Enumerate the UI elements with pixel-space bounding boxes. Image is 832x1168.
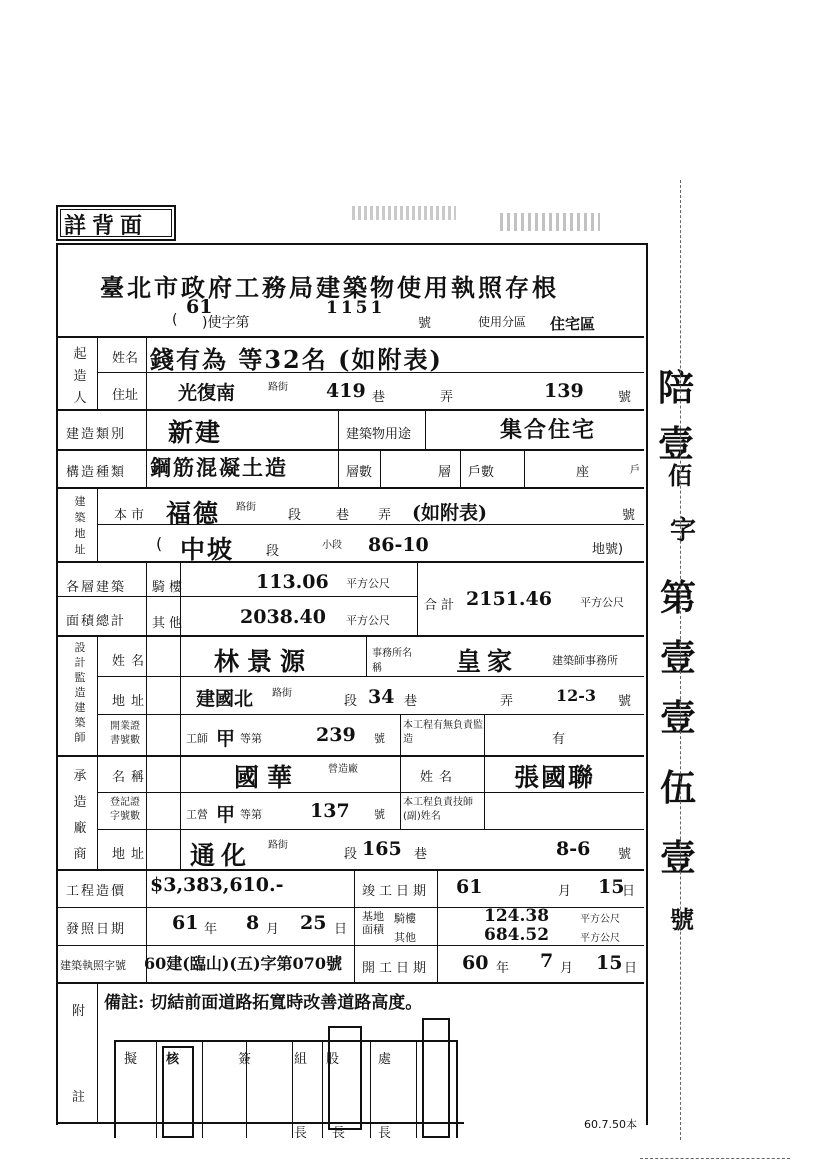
stamp-bottom-1: 長 — [294, 1126, 308, 1141]
applicant-addr-label: 住址 — [112, 388, 139, 403]
notes-label-bottom: 註 — [72, 1090, 86, 1105]
applicant-section-label: 起造人 — [73, 347, 87, 406]
page-edge-bottom — [640, 1158, 790, 1160]
rule — [97, 488, 98, 562]
area-total-value: 2151.46 — [466, 588, 552, 610]
issue-month-unit: 月 — [266, 922, 280, 937]
area-total-label: 合計 — [424, 598, 459, 613]
number-mid: )使字第 — [202, 315, 250, 331]
site-lot-unit: 地號) — [592, 542, 624, 557]
rule — [146, 410, 147, 488]
side-mark: 陪 — [658, 367, 695, 409]
designer-office-value: 皇家 — [456, 647, 519, 676]
start-month: 7 — [540, 950, 554, 972]
number-61: 61 — [186, 296, 213, 318]
area-arcade-unit: 平方公尺 — [346, 577, 390, 590]
page-edge — [680, 180, 682, 1140]
contractor-reg-no: 137 — [310, 800, 350, 822]
rule — [400, 715, 401, 755]
stamp-cell-6: 處 — [378, 1052, 392, 1067]
rule — [180, 636, 181, 870]
start-year: 60 — [462, 952, 489, 974]
designer-license-mid: 等第 — [240, 732, 262, 745]
form-title: 臺北市政府工務局建築物使用執照存根 — [100, 273, 559, 302]
site-city: 本市 — [114, 508, 149, 523]
rule — [202, 1042, 203, 1138]
applicant-addr-no: 139 — [544, 380, 584, 402]
build-type-value: 新建 — [168, 418, 223, 447]
base-other-unit: 平方公尺 — [580, 933, 620, 944]
issue-day-unit: 日 — [334, 922, 348, 937]
area-arcade-label: 騎樓 — [152, 580, 187, 595]
site-note: (如附表) — [412, 502, 487, 524]
applicant-addr-lane-unit: 巷 — [372, 390, 386, 405]
contractor-addr-seg-unit: 段 — [344, 847, 358, 862]
rule — [417, 562, 418, 636]
rule — [354, 870, 355, 982]
building-use-value: 集合住宅 — [500, 417, 597, 443]
seal-mark — [162, 1046, 194, 1138]
side-marks — [656, 360, 696, 1000]
rule — [58, 982, 644, 984]
zone-label: 使用分區 — [478, 315, 527, 329]
designer-addr-road: 建國北 — [196, 688, 254, 710]
complete-year: 61 — [456, 876, 483, 898]
designer-supervise-label: 本工程有無負責監造 — [403, 720, 483, 745]
seal-mark — [422, 1018, 450, 1138]
start-year-unit: 年 — [496, 961, 510, 976]
contractor-reg-label: 登記證字號數 — [110, 797, 140, 822]
detail-back-stamp — [56, 205, 176, 241]
side-mark: 伍 — [660, 767, 696, 809]
zone-value: 住宅區 — [550, 315, 596, 333]
site-no-unit: 號 — [622, 508, 636, 523]
start-month-unit: 月 — [560, 961, 574, 976]
area-label-1: 各層建築 — [66, 580, 127, 595]
detail-back-stamp-text: 詳背面 — [64, 213, 149, 239]
stamp-cell-3: 簽 — [238, 1052, 252, 1067]
rule — [338, 410, 339, 488]
rule — [146, 337, 147, 409]
base-arcade-label: 騎樓 — [394, 912, 416, 925]
structure-value: 鋼筋混凝土造 — [150, 455, 288, 480]
designer-license-label: 開業證書號數 — [110, 721, 140, 746]
permit-number: 1151 — [326, 298, 386, 318]
complete-day-unit: 日 — [622, 884, 636, 899]
floors-unit: 層 — [438, 465, 452, 480]
rule — [97, 983, 98, 1123]
site-district-seg: 段 — [266, 544, 280, 559]
rule — [97, 337, 98, 409]
designer-addr-label: 地址 — [112, 694, 151, 709]
area-total-unit: 平方公尺 — [580, 596, 624, 609]
designer-name-value: 林景源 — [214, 647, 314, 676]
contractor-rep-value: 張國聯 — [514, 763, 596, 792]
area-arcade-value: 113.06 — [256, 571, 329, 593]
stamp-bottom-2: 長 — [332, 1126, 346, 1141]
footer-code: 60.7.50本 — [584, 1118, 637, 1131]
contractor-name-suffix: 營造廠 — [328, 764, 358, 775]
contractor-addr-label: 地址 — [112, 847, 151, 862]
households-unit: 座 — [576, 465, 590, 480]
site-subseg: 小段 — [322, 540, 342, 551]
rule — [400, 756, 401, 830]
side-mark: 字 — [670, 516, 696, 546]
designer-addr-lane: 34 — [368, 686, 395, 708]
issue-month: 8 — [246, 912, 260, 934]
base-arcade-unit: 平方公尺 — [580, 914, 620, 925]
side-mark: 壹 — [658, 423, 695, 465]
applicant-name-label: 姓名 — [112, 351, 139, 366]
number-suffix: 號 — [418, 316, 432, 331]
designer-office-suffix: 建築師事務所 — [552, 654, 618, 667]
contractor-addr-no-unit: 號 — [618, 847, 632, 862]
applicant-addr-road: 光復南 — [178, 382, 236, 404]
stamp-cell-4: 組 — [294, 1052, 308, 1067]
contractor-name-label: 名稱 — [112, 770, 151, 785]
side-mark: 壹 — [660, 837, 696, 879]
site-seg-unit: 段 — [288, 508, 302, 523]
structure-label: 構造種類 — [66, 465, 127, 480]
base-area-label: 基地面積 — [362, 910, 384, 936]
number-prefix: ( — [172, 312, 178, 328]
side-mark: 佰 — [668, 461, 692, 490]
contractor-name-value: 國華 — [234, 763, 301, 792]
site-road-unit: 路街 — [236, 502, 256, 513]
designer-office-label: 事務所名稱 — [372, 648, 412, 674]
designer-supervise-value: 有 — [552, 732, 566, 747]
rule — [156, 1042, 157, 1138]
designer-license-prefix: 工師 — [186, 732, 208, 745]
base-other-label: 其他 — [394, 931, 416, 944]
contractor-addr-lane: 165 — [362, 838, 402, 860]
site-district: 中坡 — [180, 535, 235, 564]
area-other-value: 2038.40 — [240, 606, 326, 628]
stamp-bottom-3: 長 — [378, 1126, 392, 1141]
issue-year-unit: 年 — [204, 922, 218, 937]
designer-addr-lane-unit: 巷 — [404, 694, 418, 709]
approval-stamp-grid — [114, 1040, 458, 1141]
rule — [292, 1042, 293, 1138]
faded-mark — [352, 206, 456, 220]
applicant-addr-alley-unit: 弄 — [440, 390, 454, 405]
base-arcade-value: 124.38 — [484, 906, 550, 926]
applicant-name-value: 錢有為 等32名 (如附表) — [150, 345, 443, 374]
contractor-addr-road: 通化 — [190, 841, 253, 870]
contractor-addr-no: 8-6 — [556, 838, 591, 860]
contractor-reg-grade: 甲 — [216, 804, 236, 826]
applicant-addr-lane: 419 — [326, 380, 366, 402]
rule — [366, 636, 367, 676]
side-mark: 壹 — [660, 637, 696, 679]
stamp-cell-5: 股 — [326, 1052, 340, 1067]
cost-value: $3,383,610.- — [150, 874, 284, 896]
issue-date-label: 發照日期 — [66, 922, 127, 937]
rule — [416, 1042, 417, 1138]
notes-remark: 備註: 切結前面道路拓寬時改善道路高度。 — [104, 993, 423, 1013]
designer-addr-seg-unit: 段 — [344, 694, 358, 709]
rule — [425, 410, 426, 450]
base-other-value: 684.52 — [484, 925, 550, 945]
designer-addr-alley-unit: 弄 — [500, 694, 514, 709]
contractor-addr-road-unit: 路街 — [268, 840, 288, 851]
rule — [460, 450, 461, 488]
households-label: 戶數 — [468, 465, 495, 480]
side-mark: 第 — [660, 577, 696, 619]
designer-addr-road-unit: 路街 — [272, 688, 292, 699]
rule — [370, 1042, 371, 1138]
contractor-addr-lane-unit: 巷 — [414, 847, 428, 862]
stamp-cell-2: 核 — [166, 1052, 180, 1067]
designer-section-label: 設計監造建築師 — [74, 641, 86, 744]
designer-license-no: 239 — [316, 724, 356, 746]
notes-label-top: 附 — [72, 1004, 86, 1019]
rule — [484, 715, 485, 755]
complete-label: 竣工日期 — [362, 884, 431, 899]
site-paren-open: ( — [156, 534, 163, 553]
area-other-label: 其他 — [152, 616, 187, 631]
rule — [97, 636, 98, 870]
area-label-2: 面積總計 — [66, 614, 127, 629]
stamp-cell-1: 擬 — [124, 1052, 138, 1067]
permit-label: 建築執照字號 — [60, 959, 126, 972]
contractor-section-label: 承造廠商 — [73, 769, 87, 862]
rule — [322, 1042, 323, 1138]
contractor-reg-prefix: 工營 — [186, 808, 208, 821]
side-mark: 號 — [670, 905, 694, 934]
rule — [380, 450, 381, 488]
contractor-reg-mid: 等第 — [240, 808, 262, 821]
contractor-reg-unit: 號 — [374, 808, 385, 821]
applicant-addr-road-unit: 路街 — [268, 382, 288, 393]
rule — [524, 450, 525, 488]
start-label: 開工日期 — [362, 961, 431, 976]
designer-license-unit: 號 — [374, 732, 385, 745]
side-mark: 壹 — [660, 697, 696, 739]
rule — [146, 636, 147, 870]
designer-name-label: 姓名 — [112, 654, 151, 669]
site-section-label: 建築地址 — [74, 495, 86, 556]
designer-addr-no: 12-3 — [556, 686, 597, 705]
floors-label: 層數 — [346, 465, 373, 480]
start-day: 15 — [596, 952, 623, 974]
rule — [146, 562, 147, 636]
complete-day: 15 — [598, 876, 625, 898]
issue-day: 25 — [300, 912, 327, 934]
designer-license-grade: 甲 — [216, 728, 236, 750]
start-day-unit: 日 — [624, 961, 638, 976]
permit-value: 60建(臨山)(五)字第070號 — [144, 954, 342, 973]
contractor-tech-label: 本工程負責技師(副)姓名 — [403, 797, 473, 822]
designer-addr-no-unit: 號 — [618, 694, 632, 709]
cost-label: 工程造價 — [66, 884, 127, 899]
issue-year: 61 — [172, 912, 199, 934]
rule — [437, 870, 438, 982]
faded-mark — [500, 213, 600, 231]
contractor-rep-label: 姓名 — [420, 770, 459, 785]
site-lot: 86-10 — [368, 534, 429, 556]
seal-mark — [328, 1026, 362, 1130]
area-other-unit: 平方公尺 — [346, 614, 390, 627]
building-use-label: 建築物用途 — [346, 427, 412, 442]
rule — [58, 596, 418, 597]
site-lane-unit: 巷 — [336, 508, 350, 523]
complete-month-unit: 月 — [558, 884, 572, 899]
site-alley-unit: 弄 — [378, 508, 392, 523]
applicant-addr-no-unit: 號 — [618, 390, 632, 405]
site-road: 福德 — [166, 499, 221, 528]
build-type-label: 建造類別 — [66, 427, 127, 442]
households-unit-2: 戶 — [630, 465, 640, 476]
